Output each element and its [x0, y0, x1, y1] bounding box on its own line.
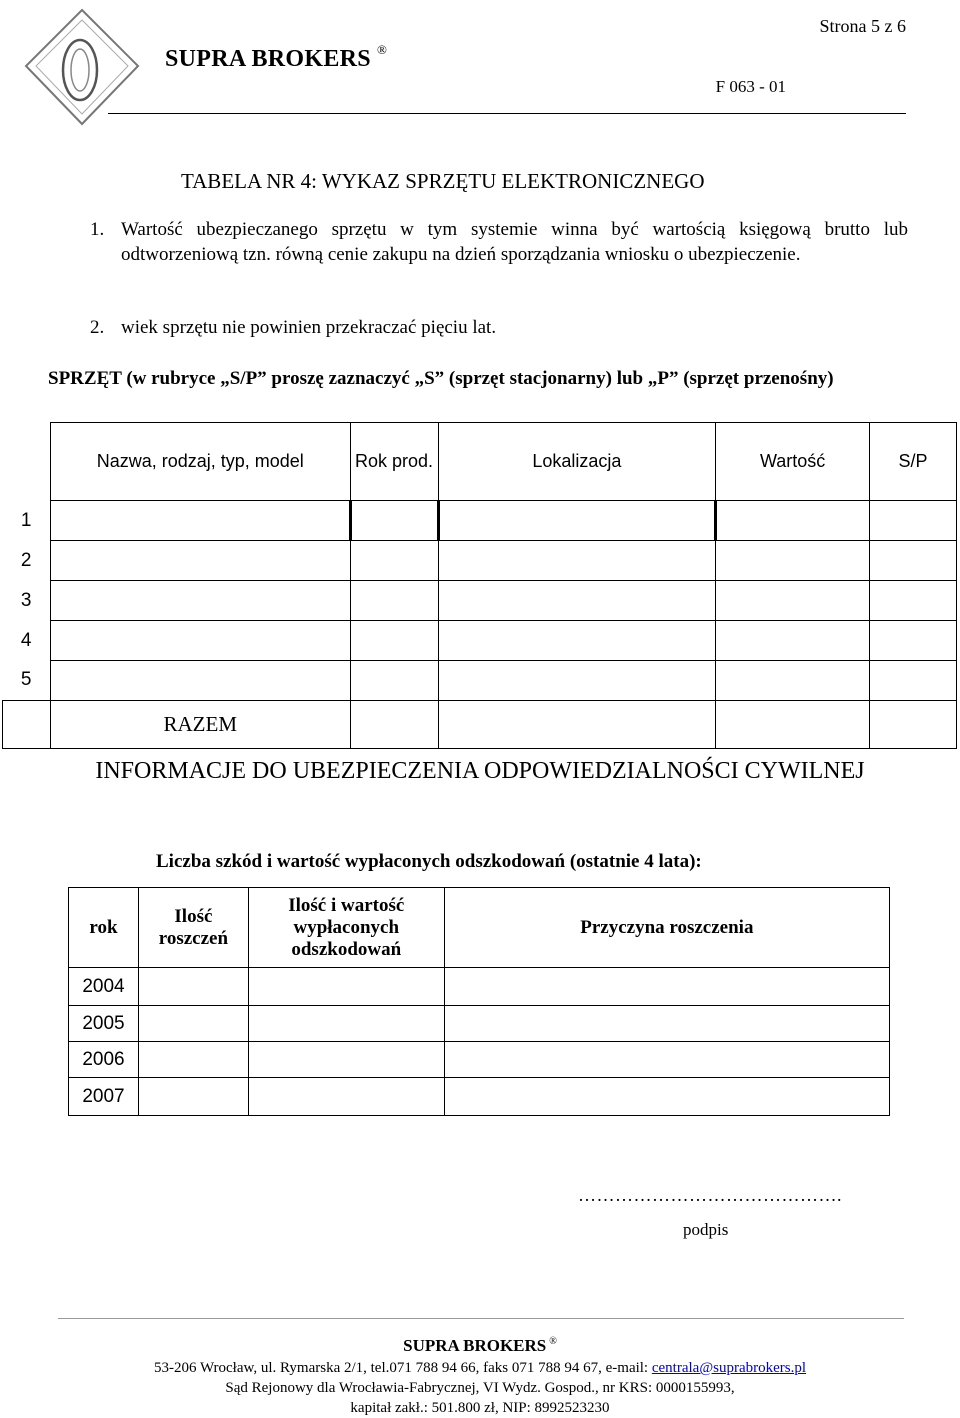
claims-year: 2006 — [69, 1042, 139, 1078]
claims-row — [69, 1006, 890, 1042]
location-input-cell[interactable] — [438, 581, 716, 621]
row-number: 5 — [20, 669, 32, 691]
form-code: F 063 - 01 — [715, 77, 786, 96]
value-total-cell[interactable] — [716, 701, 870, 749]
header-year: rok — [69, 888, 139, 968]
name-input-cell[interactable] — [50, 661, 350, 701]
company-logo — [22, 6, 142, 141]
footer-address: 53-206 Wrocław, ul. Rymarska 2/1, tel.071 788 94 66, faks 071 788 94 67, e-mail: centrala@suprabrokers.pl — [153, 1360, 807, 1376]
paid-amount-cell[interactable] — [248, 1078, 444, 1116]
year-input-cell[interactable] — [350, 621, 438, 661]
claims-row — [69, 1042, 890, 1078]
footer-divider — [58, 1318, 904, 1319]
claims-year: 2004 — [69, 968, 139, 1006]
equipment-instruction: SPRZĘT (w rubryce „S/P” proszę zaznaczyć „S” (sprzęt stacjonarny) lub „P” (sprzęt przenośny) — [48, 368, 834, 389]
name-input-cell[interactable] — [50, 501, 350, 541]
index-cell — [3, 701, 51, 749]
year-input-cell[interactable] — [350, 501, 438, 541]
claims-year: 2005 — [69, 1006, 139, 1042]
header-year: Rok prod. — [350, 423, 438, 501]
year-total-cell — [350, 701, 438, 749]
value-input-cell[interactable] — [716, 661, 870, 701]
claim-cause-cell[interactable] — [444, 1006, 889, 1042]
note-item-2 — [90, 315, 908, 340]
table-row — [3, 541, 957, 581]
header-value: Wartość — [716, 423, 870, 501]
footer-brand: SUPRA BROKERS ® — [403, 1336, 557, 1355]
sp-input-cell[interactable] — [870, 581, 957, 621]
note-number: 2. — [90, 317, 105, 338]
paid-amount-cell[interactable] — [248, 1042, 444, 1078]
location-input-cell[interactable] — [438, 661, 716, 701]
value-input-cell[interactable] — [716, 541, 870, 581]
paid-amount-cell[interactable] — [248, 1006, 444, 1042]
year-input-cell[interactable] — [350, 541, 438, 581]
claims-count-cell[interactable] — [138, 968, 248, 1006]
brand-name: SUPRA BROKERS ® — [165, 42, 388, 72]
footer-capital-info: kapitał zakł.: 501.800 zł, NIP: 8992523230 — [350, 1400, 610, 1416]
claims-count-cell[interactable] — [138, 1006, 248, 1042]
sp-input-cell[interactable] — [870, 541, 957, 581]
header-name: Nazwa, rodzaj, typ, model — [50, 423, 350, 501]
paid-amount-cell[interactable] — [248, 968, 444, 1006]
location-total-cell — [438, 701, 716, 749]
row-number: 3 — [20, 589, 32, 611]
claim-cause-cell[interactable] — [444, 1078, 889, 1116]
year-input-cell[interactable] — [350, 581, 438, 621]
claims-row — [69, 1078, 890, 1116]
page-number: Strona 5 z 6 — [819, 16, 906, 36]
note-text: wiek sprzętu nie powinien przekraczać pięciu lat. — [121, 317, 497, 338]
sp-input-cell[interactable] — [870, 501, 957, 541]
note-number: 1. — [90, 219, 105, 240]
claims-caption: Liczba szkód i wartość wypłaconych odszkodowań (ostatnie 4 lata): — [156, 851, 702, 872]
header-sp: S/P — [870, 423, 957, 501]
index-cell — [3, 423, 51, 501]
name-input-cell[interactable] — [50, 621, 350, 661]
year-input-cell[interactable] — [350, 661, 438, 701]
claims-row — [69, 968, 890, 1006]
signature-label: podpis — [683, 1220, 729, 1239]
table-row — [3, 661, 957, 701]
sp-input-cell[interactable] — [870, 661, 957, 701]
claim-cause-cell[interactable] — [444, 968, 889, 1006]
claims-count-cell[interactable] — [138, 1042, 248, 1078]
note-item-1 — [90, 217, 908, 267]
registered-mark: ® — [549, 1336, 557, 1348]
claims-header-row — [69, 888, 890, 968]
total-label: RAZEM — [50, 701, 350, 749]
name-input-cell[interactable] — [50, 581, 350, 621]
note-text: Wartość ubezpieczanego sprzętu w tym systemie winna być wartością księgową brutto lub odtworzeniową tzn. równą cenie zakupu na dzień sporządzania wniosku o ubezpieczenie. — [121, 219, 908, 265]
header-divider — [108, 113, 906, 114]
header-paid-amount: Ilość i wartość wypłaconych odszkodowań — [248, 888, 444, 968]
row-number: 2 — [20, 549, 32, 571]
table-row — [3, 621, 957, 661]
sp-input-cell[interactable] — [870, 621, 957, 661]
claims-table — [68, 887, 890, 1116]
registered-mark: ® — [376, 42, 388, 57]
name-input-cell[interactable] — [50, 541, 350, 581]
claim-cause-cell[interactable] — [444, 1042, 889, 1078]
row-number: 1 — [20, 509, 32, 531]
table-row — [3, 581, 957, 621]
header-claims-count: Ilość roszczeń — [138, 888, 248, 968]
total-row — [3, 701, 957, 749]
value-input-cell[interactable] — [716, 501, 870, 541]
claims-year: 2007 — [69, 1078, 139, 1116]
equipment-table — [2, 422, 957, 749]
claims-count-cell[interactable] — [138, 1078, 248, 1116]
footer-court-info: Sąd Rejonowy dla Wrocławia-Fabrycznej, VI Wydz. Gospod., nr KRS: 0000155993, — [225, 1380, 735, 1396]
value-input-cell[interactable] — [716, 581, 870, 621]
header-location: Lokalizacja — [438, 423, 716, 501]
table-title: TABELA NR 4: WYKAZ SPRZĘTU ELEKTRONICZNEGO — [181, 169, 705, 193]
location-input-cell[interactable] — [438, 621, 716, 661]
value-input-cell[interactable] — [716, 621, 870, 661]
liability-section-title: INFORMACJE DO UBEZPIECZENIA ODPOWIEDZIALNOŚCI CYWILNEJ — [95, 758, 865, 784]
header-claim-cause: Przyczyna roszczenia — [444, 888, 889, 968]
sp-total-cell — [870, 701, 957, 749]
location-input-cell[interactable] — [438, 501, 716, 541]
row-number: 4 — [20, 629, 32, 651]
email-link[interactable]: centrala@suprabrokers.pl — [651, 1360, 807, 1376]
table-row — [3, 501, 957, 541]
table-header-row — [3, 423, 957, 501]
signature-line[interactable]: ……………………………………. — [578, 1185, 842, 1205]
location-input-cell[interactable] — [438, 541, 716, 581]
